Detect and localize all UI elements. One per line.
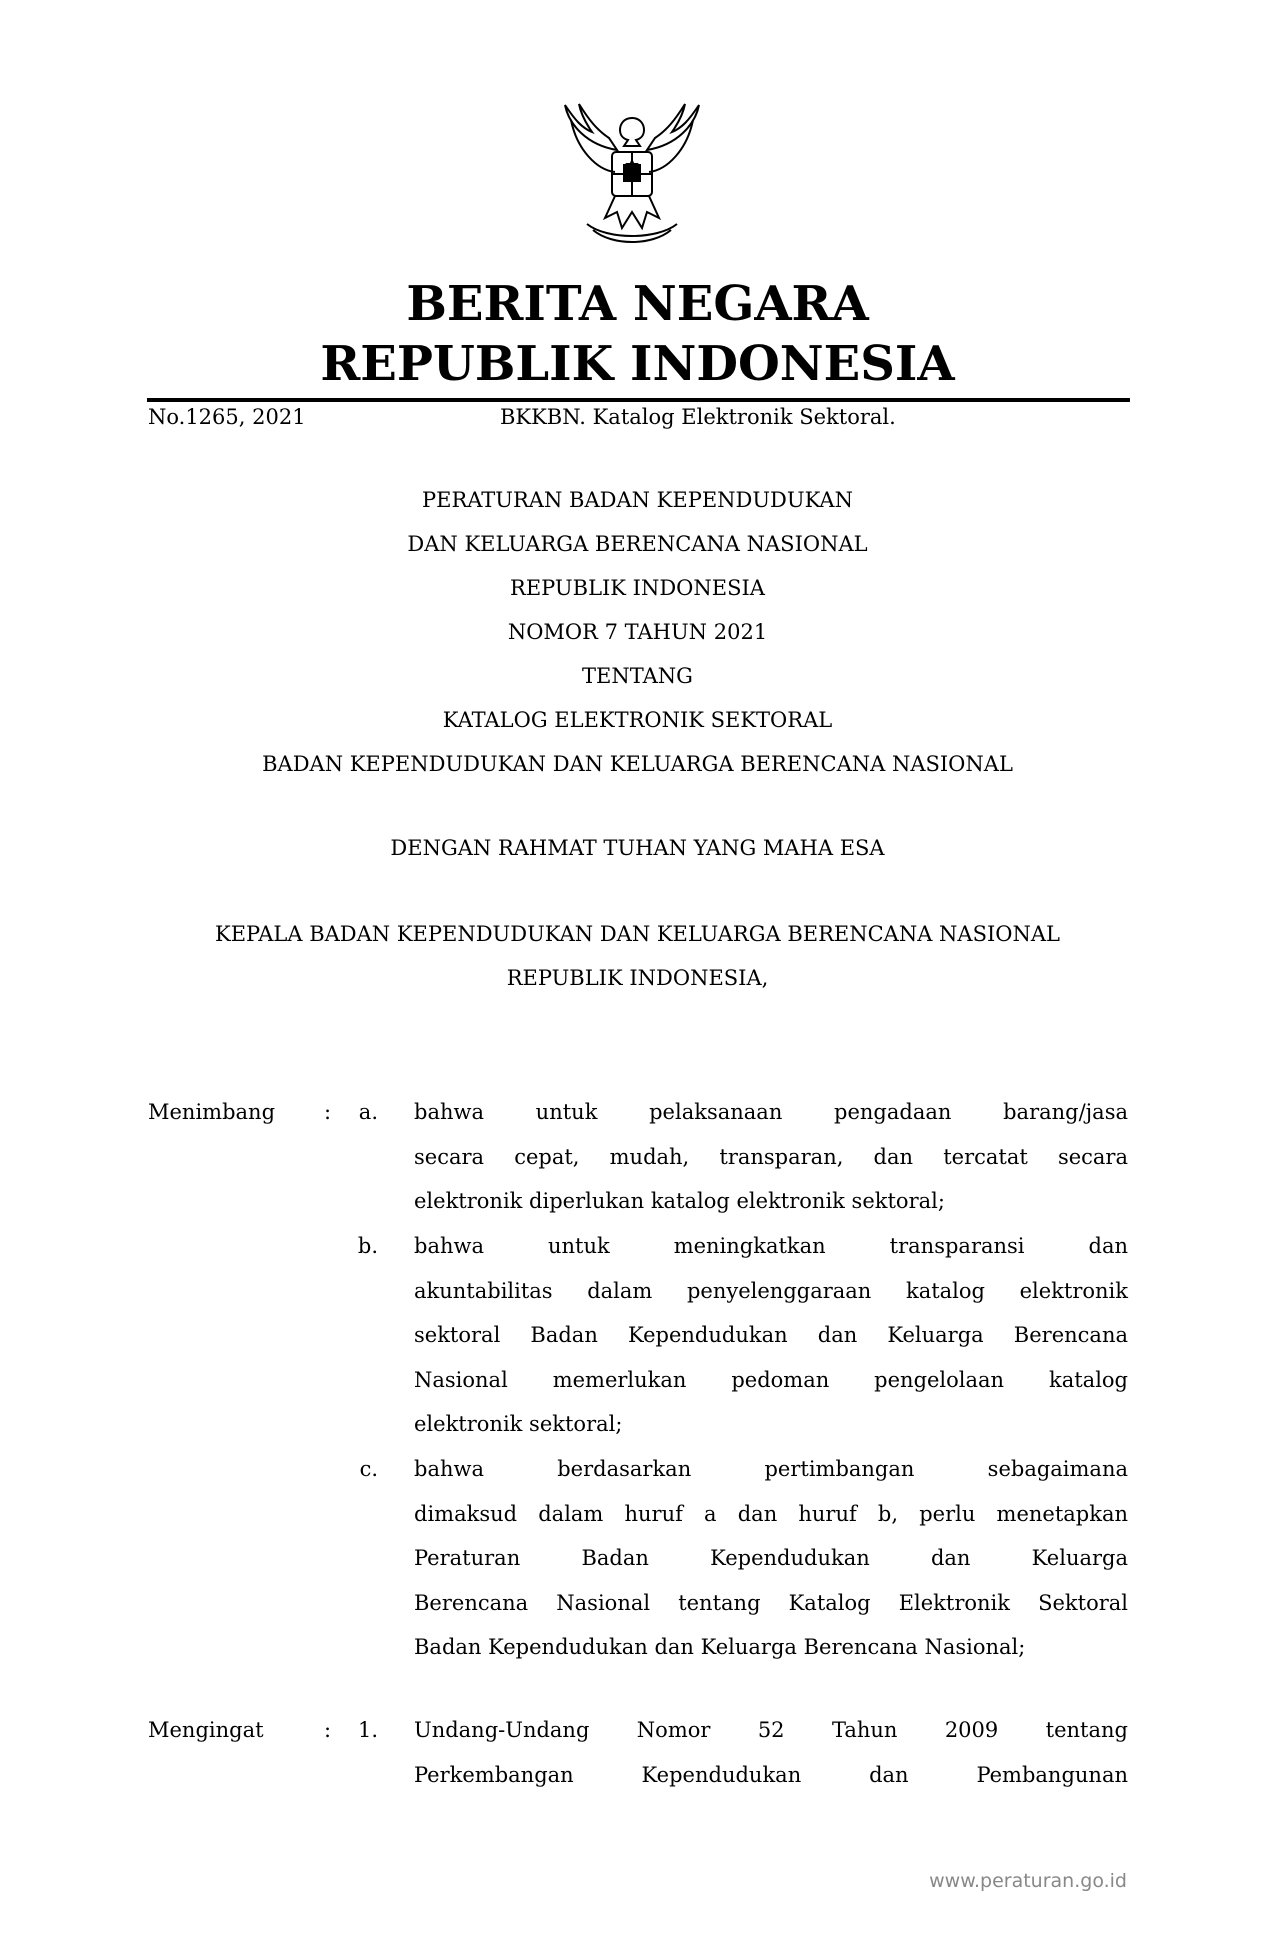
gazette-number: No.1265, 2021 (148, 405, 306, 429)
text-line: bahwa berdasarkan pertimbangan sebagaimana (414, 1457, 1128, 1481)
text-line: bahwa untuk pelaksanaan pengadaan barang/jasa (414, 1100, 1128, 1124)
text-line: Perkembangan Kependudukan dan Pembangunan (414, 1762, 1128, 1787)
regulation-heading (0, 478, 1275, 786)
text-line: bahwa untuk meningkatkan transparansi dan (414, 1234, 1128, 1258)
heading-line: DAN KELUARGA BERENCANA NASIONAL (407, 532, 868, 556)
text-line: Badan Kependudukan dan Keluarga Berencana Nasional; (414, 1635, 1026, 1659)
text-line: Nasional memerlukan pedoman pengelolaan katalog (414, 1367, 1128, 1392)
menimbang-item-a (414, 1090, 1128, 1224)
text-line: elektronik diperlukan katalog elektronik sektoral; (414, 1189, 945, 1213)
menimbang-item-mark: b. (357, 1234, 378, 1258)
masthead-subtitle: REPUBLIK INDONESIA (320, 336, 955, 392)
gazette-subject: BKKBN. Katalog Elektronik Sektoral. (500, 405, 896, 429)
mengingat-colon: : (324, 1718, 332, 1742)
text-line: Peraturan Badan Kependudukan dan Keluarga (414, 1546, 1128, 1570)
official-title: KEPALA BADAN KEPENDUDUKAN DAN KELUARGA BERENCANA NASIONAL (215, 922, 1060, 946)
text-line: secara cepat, mudah, transparan, dan tercatat secara (414, 1144, 1128, 1169)
masthead-title: BERITA NEGARA (406, 276, 869, 332)
heading-line: REPUBLIK INDONESIA (510, 576, 765, 600)
menimbang-item-mark: a. (358, 1100, 378, 1124)
text-line: akuntabilitas dalam penyelenggaraan katalog elektronik (414, 1278, 1128, 1303)
masthead-divider (147, 398, 1130, 402)
text-line: dimaksud dalam huruf a dan huruf b, perlu menetapkan (414, 1501, 1128, 1526)
heading-line: TENTANG (582, 664, 693, 688)
mengingat-item-mark: 1. (357, 1718, 378, 1742)
heading-line: PERATURAN BADAN KEPENDUDUKAN (422, 488, 853, 512)
official-title-line2: REPUBLIK INDONESIA, (506, 966, 769, 990)
heading-line: BADAN KEPENDUDUKAN DAN KELUARGA BERENCANA NASIONAL (262, 752, 1013, 776)
invocation: DENGAN RAHMAT TUHAN YANG MAHA ESA (390, 836, 885, 860)
text-line: Undang-Undang Nomor 52 Tahun 2009 tentang (414, 1718, 1128, 1742)
footer-url: www.peraturan.go.id (929, 1870, 1127, 1892)
mengingat-label: Mengingat (148, 1718, 264, 1742)
mengingat-item-1 (414, 1708, 1128, 1797)
menimbang-item-c (414, 1447, 1128, 1670)
menimbang-colon: : (324, 1100, 332, 1124)
text-line: sektoral Badan Kependudukan dan Keluarga Berencana (414, 1323, 1128, 1347)
menimbang-item-mark: c. (359, 1457, 378, 1481)
text-line: elektronik sektoral; (414, 1412, 623, 1436)
menimbang-item-b (414, 1224, 1128, 1447)
text-line: Berencana Nasional tentang Katalog Elektronik Sektoral (414, 1590, 1128, 1615)
heading-line: KATALOG ELEKTRONIK SEKTORAL (442, 708, 833, 732)
menimbang-label: Menimbang (148, 1100, 276, 1124)
garuda-emblem-icon (557, 100, 707, 250)
heading-line: NOMOR 7 TAHUN 2021 (507, 620, 768, 644)
